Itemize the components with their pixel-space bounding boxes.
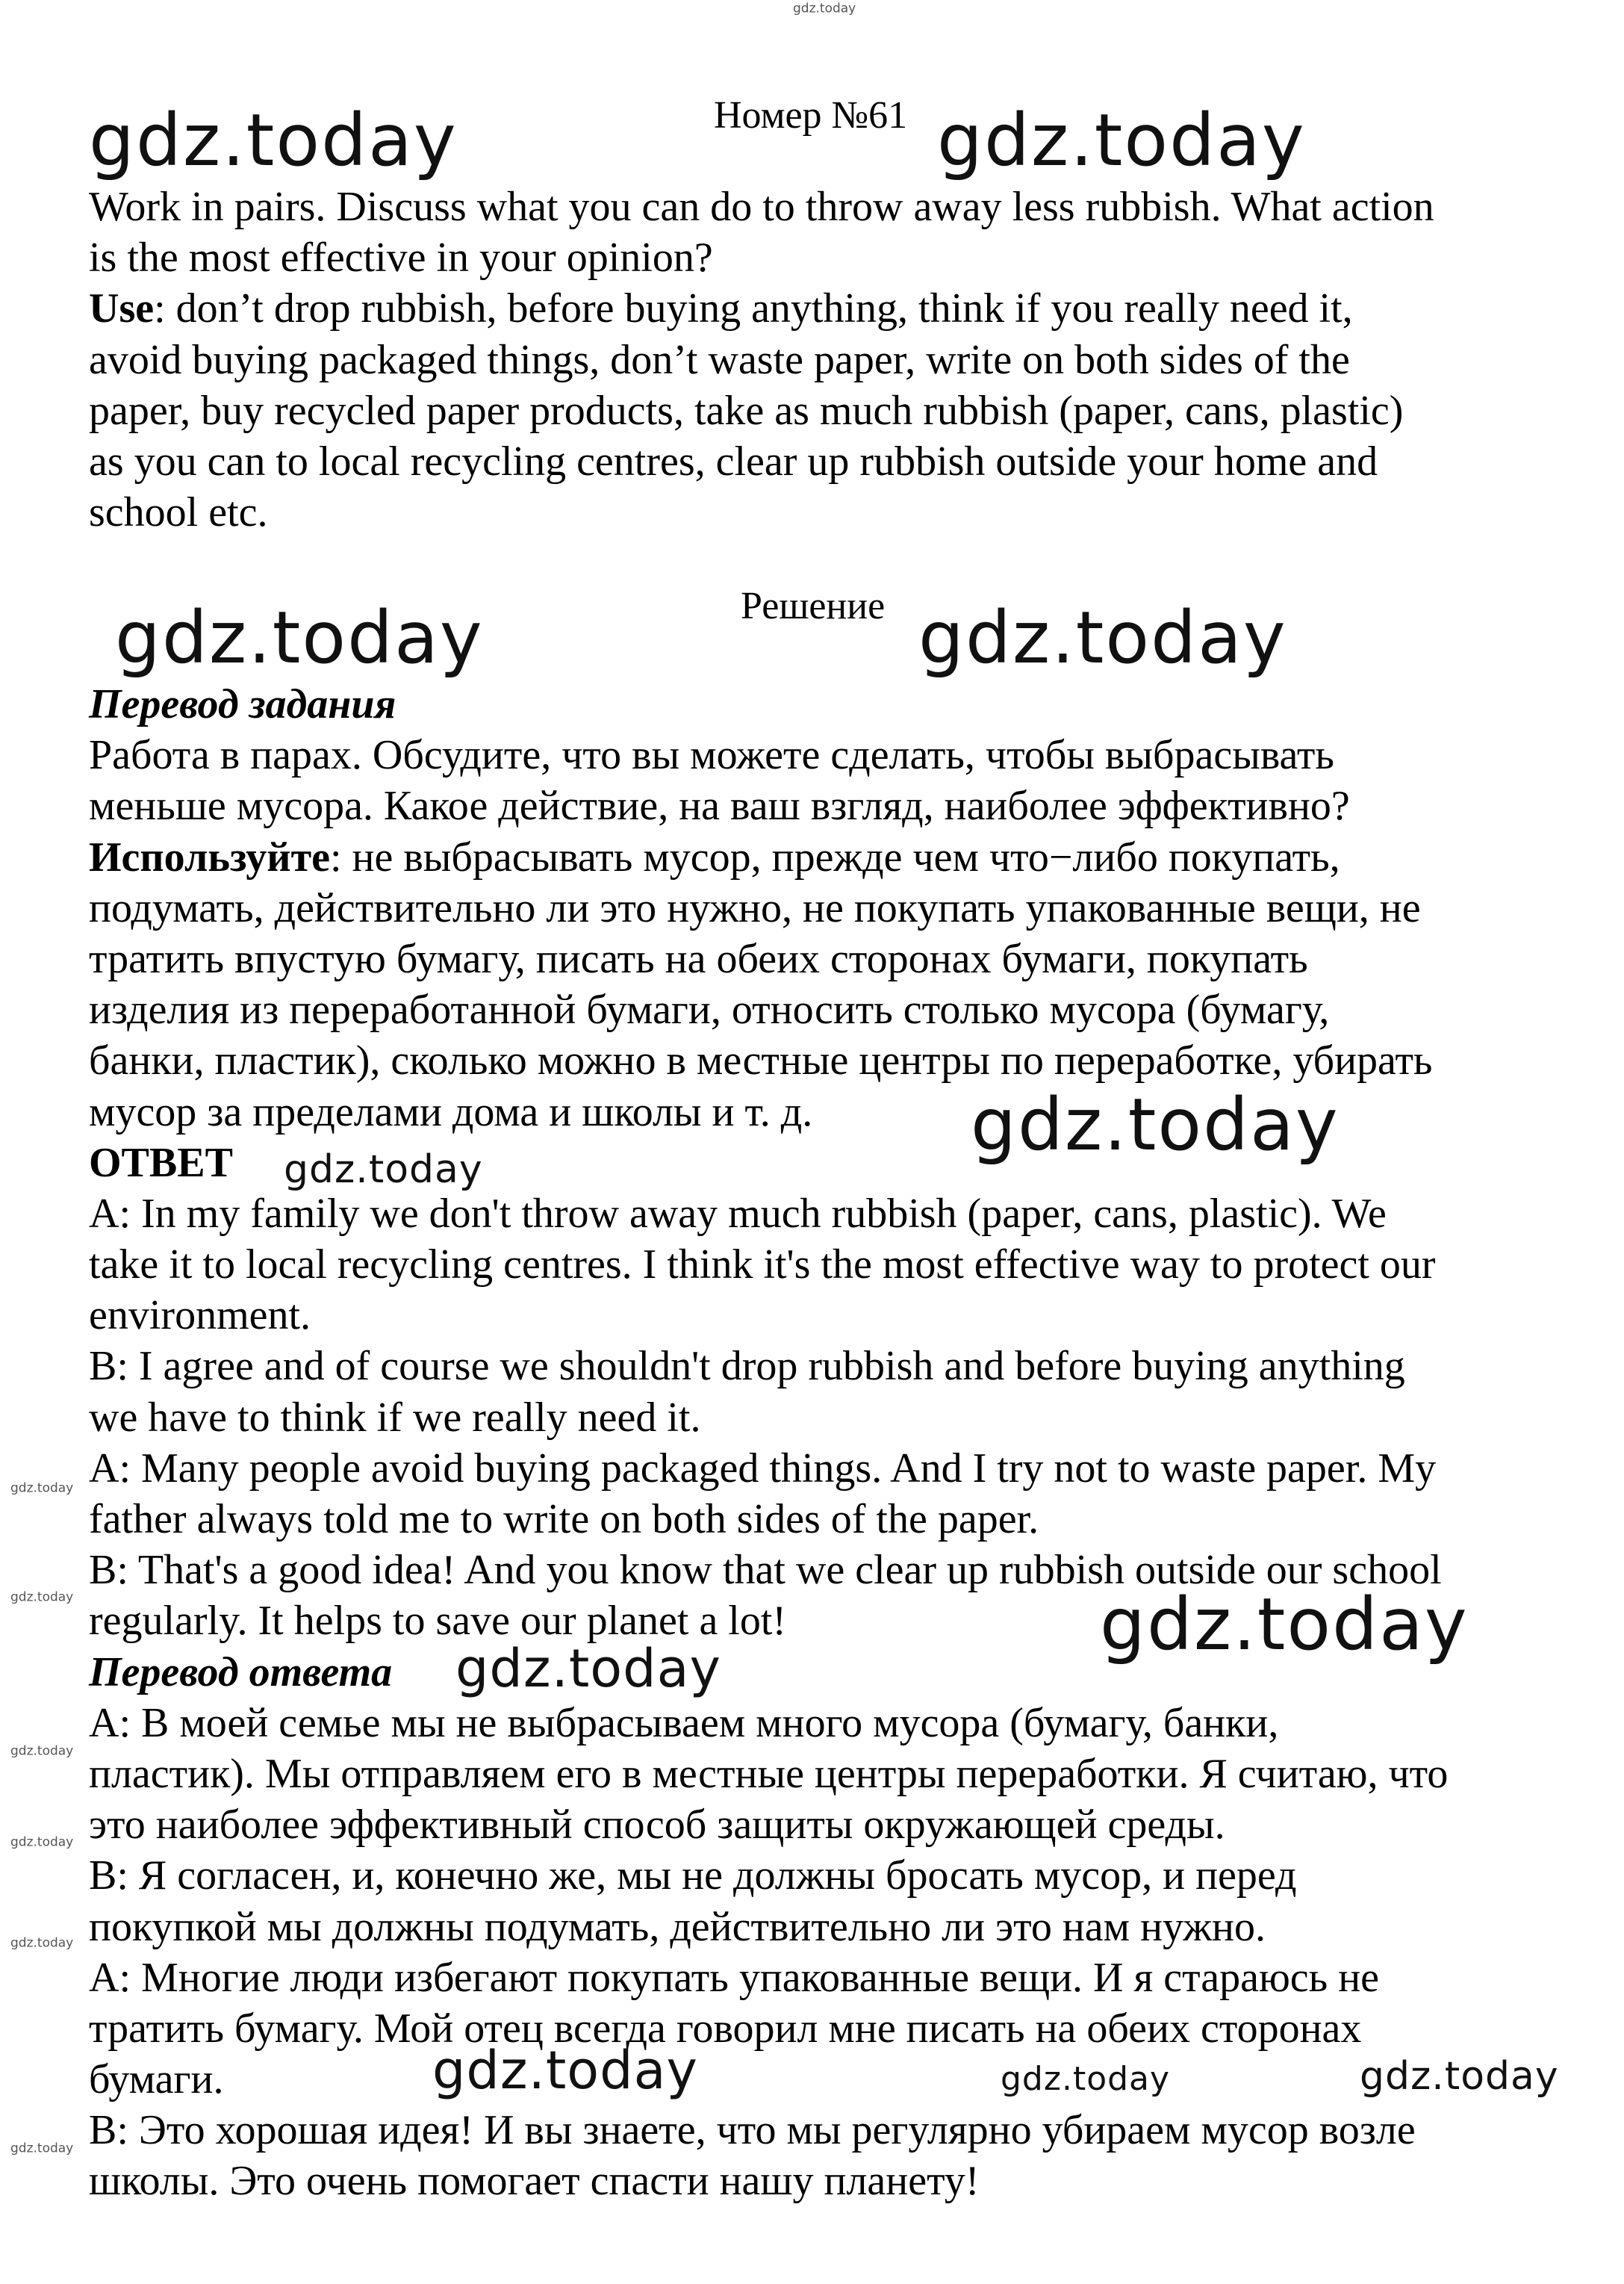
watermark: gdz.today <box>10 2141 74 2156</box>
watermark: gdz.today <box>918 596 1287 680</box>
text-line <box>89 1850 1448 1901</box>
line-text: это наиболее эффективный способ защиты окружающей среды. <box>89 1802 1225 1849</box>
watermark: gdz.today <box>1001 2060 1171 2098</box>
line-text: тратить впустую бумагу, писать на обеих сторонах бумаги, покупать <box>89 935 1308 982</box>
text-line <box>89 1392 1448 1443</box>
text-line <box>89 730 1448 781</box>
watermark: gdz.today <box>10 1935 74 1951</box>
text-line <box>89 1952 1448 2003</box>
watermark: gdz.today <box>115 596 484 680</box>
line-text: A: В моей семье мы не выбрасываем много мусора (бумагу, банки, <box>89 1699 1279 1746</box>
text-line <box>89 232 1434 283</box>
watermark: gdz.today <box>1100 1583 1469 1666</box>
line-text: avoid buying packaged things, don’t waste paper, write on both sides of the <box>89 336 1350 383</box>
text-line <box>89 487 1434 538</box>
text-line <box>89 2156 1448 2206</box>
text-line <box>89 781 1448 831</box>
answer-heading: ОТВЕТ <box>89 1139 233 1186</box>
line-text: B: That's a good idea! And you know that we clear up rubbish outside our school <box>89 1547 1442 1594</box>
line-text: : don’t drop rubbish, before buying anything, think if you really need it, <box>154 285 1353 332</box>
line-text: изделия из переработанной бумаги, относить столько мусора (бумагу, <box>89 987 1330 1034</box>
solution-text <box>89 679 1448 2207</box>
solution-title: Решение <box>741 585 886 627</box>
text-line <box>89 1290 1448 1341</box>
line-text: B: Я согласен, и, конечно же, мы не должны бросать мусор, и перед <box>89 1852 1297 1899</box>
text-line <box>89 1748 1448 1799</box>
watermark: gdz.today <box>793 1 856 16</box>
line-text: школы. Это очень помогает спасти нашу планету! <box>89 2158 980 2205</box>
text-line <box>89 181 1434 232</box>
line-text: as you can to local recycling centres, clear up rubbish outside your home and <box>89 438 1378 485</box>
line-text: мусор за пределами дома и школы и т. д. <box>89 1088 813 1135</box>
text-line <box>89 883 1448 934</box>
line-text: paper, buy recycled paper products, take as much rubbish (paper, cans, plastic) <box>89 387 1404 434</box>
line-text: we have to think if we really need it. <box>89 1394 701 1441</box>
watermark: gdz.today <box>10 1834 74 1850</box>
section-heading: Перевод задания <box>89 681 396 727</box>
task-number-title: Номер №61 <box>714 94 908 137</box>
section-heading: Перевод ответа <box>89 1648 393 1695</box>
line-text: environment. <box>89 1292 311 1339</box>
line-text: бумаги. <box>89 2056 224 2103</box>
line-text: подумать, действительно ли это нужно, не покупать упакованные вещи, не <box>89 884 1421 931</box>
text-line <box>89 1698 1448 1748</box>
task-text <box>89 181 1434 538</box>
text-line <box>89 984 1448 1035</box>
line-text: пластик). Мы отправляем его в местные центры переработки. Я считаю, что <box>89 1750 1449 1797</box>
line-text: тратить бумагу. Мой отец всегда говорил мне писать на обеих сторонах <box>89 2005 1362 2052</box>
text-line <box>89 1799 1448 1850</box>
text-line <box>89 934 1448 984</box>
line-text: банки, пластик), сколько можно в местные центры по переработке, убирать <box>89 1037 1433 1084</box>
line-text: покупкой мы должны подумать, действительно ли это нам нужно. <box>89 1903 1266 1950</box>
bold-label: Use <box>89 285 155 332</box>
watermark: gdz.today <box>10 1480 74 1496</box>
text-line <box>89 283 1434 334</box>
watermark: gdz.today <box>1360 2054 1559 2099</box>
line-text: A: Many people avoid buying packaged things. And I try not to waste paper. My <box>89 1444 1437 1492</box>
line-text: B: I agree and of course we shouldn't drop rubbish and before buying anything <box>89 1343 1405 1390</box>
text-line <box>89 1239 1448 1290</box>
line-text: Работа в парах. Обсудите, что вы можете сделать, чтобы выбрасывать <box>89 732 1334 779</box>
watermark: gdz.today <box>937 99 1306 182</box>
text-line <box>89 1443 1448 1494</box>
line-text: меньше мусора. Какое действие, на ваш взгляд, наиболее эффективно? <box>89 783 1350 830</box>
text-line <box>89 1188 1448 1239</box>
line-text: regularly. It helps to save our planet a lot! <box>89 1598 787 1645</box>
text-line <box>89 2003 1448 2054</box>
text-line <box>89 2054 1448 2105</box>
text-line <box>89 2105 1448 2156</box>
watermark: gdz.today <box>10 1743 74 1759</box>
text-line <box>89 1494 1448 1545</box>
watermark: gdz.today <box>10 1589 74 1605</box>
text-line <box>89 436 1434 487</box>
watermark: gdz.today <box>89 99 458 182</box>
bold-label: Используйте <box>89 834 330 881</box>
line-text: B: Это хорошая идея! И вы знаете, что мы регулярно убираем мусор возле <box>89 2107 1416 2154</box>
line-text: Work in pairs. Discuss what you can do to throw away less rubbish. What action <box>89 184 1434 230</box>
watermark: gdz.today <box>971 1083 1340 1167</box>
watermark: gdz.today <box>455 1638 721 1699</box>
text-line <box>89 1035 1448 1086</box>
text-line <box>89 1902 1448 1952</box>
text-line <box>89 385 1434 436</box>
line-text: A: In my family we don't throw away much rubbish (paper, cans, plastic). We <box>89 1190 1387 1237</box>
line-text: take it to local recycling centres. I think it's the most effective way to protect our <box>89 1241 1436 1288</box>
line-text: is the most effective in your opinion? <box>89 235 713 282</box>
line-text: : не выбрасывать мусор, прежде чем что−либо покупать, <box>329 834 1340 881</box>
line-text: father always told me to write on both sides of the paper. <box>89 1496 1039 1542</box>
text-line <box>89 335 1434 385</box>
watermark: gdz.today <box>432 2040 698 2101</box>
watermark: gdz.today <box>284 1147 483 1192</box>
line-text: school etc. <box>89 489 268 536</box>
text-line <box>89 1341 1448 1391</box>
line-text: A: Многие люди избегают покупать упакованные вещи. И я стараюсь не <box>89 1954 1380 2001</box>
text-line <box>89 832 1448 883</box>
